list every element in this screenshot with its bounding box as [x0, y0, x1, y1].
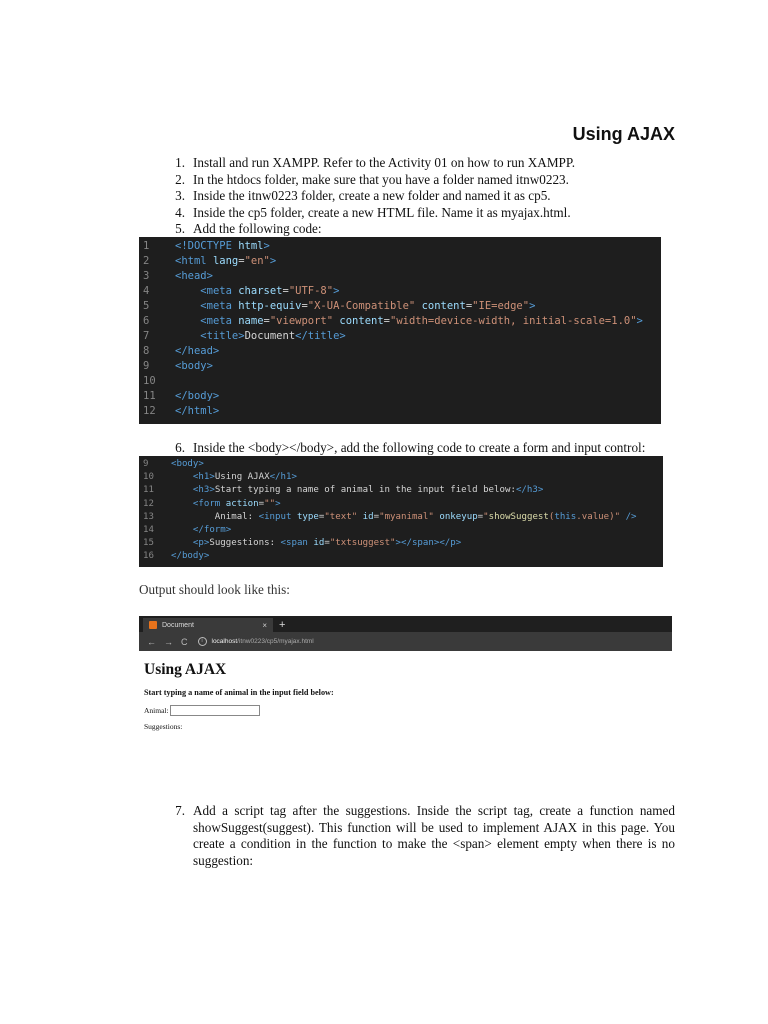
- step-number: 1.: [175, 155, 185, 170]
- step-text: In the htdocs folder, make sure that you have a folder named itnw0223.: [193, 171, 569, 187]
- suggestions-label: Suggestions:: [144, 722, 183, 731]
- code-token: >: [333, 285, 340, 297]
- code-token: .value)": [576, 511, 621, 522]
- code-token: Start typing a name of animal in the input field below:: [214, 485, 516, 496]
- code-token: html: [238, 240, 264, 252]
- animal-label: Animal:: [144, 706, 169, 715]
- code-text: [175, 344, 219, 359]
- code-line: [139, 498, 663, 511]
- line-number: 15: [143, 538, 154, 549]
- step-7: [139, 803, 675, 869]
- code-token: "txtsuggest": [329, 538, 396, 549]
- back-icon[interactable]: ←: [147, 636, 156, 647]
- code-token: ": [483, 511, 489, 522]
- code-line: [139, 314, 661, 329]
- code-token: [175, 300, 200, 312]
- code-token: name: [238, 315, 264, 327]
- code-token: <meta: [200, 300, 239, 312]
- code-token: >: [636, 315, 643, 327]
- code-token: <p>: [192, 538, 210, 549]
- code-token: <!DOCTYPE: [175, 240, 239, 252]
- code-line: [139, 389, 661, 404]
- code-text: [171, 511, 637, 524]
- page-title: Using AJAX: [572, 124, 675, 144]
- url-host: localhost: [211, 638, 238, 645]
- code-line: [139, 458, 663, 471]
- code-line: [139, 329, 661, 344]
- code-line: [139, 254, 661, 269]
- line-number: 16: [143, 551, 154, 562]
- step-6: [139, 440, 675, 457]
- code-line: [139, 537, 663, 550]
- list-item: [139, 440, 675, 457]
- code-token: this: [554, 511, 577, 522]
- step-text: Add a script tag after the suggestions. Inside the script tag, create a function named showSuggest(suggest). This function will be used to implement AJAX in this page. You create a condition in the function to make the <span> element empty when there is no suggestion:: [193, 803, 675, 868]
- code-token: =: [373, 511, 380, 522]
- code-token: =: [238, 255, 245, 267]
- code-token: <input: [258, 511, 297, 522]
- rendered-heading: Using AJAX: [144, 661, 227, 678]
- code-text: [171, 550, 209, 563]
- code-token: charset: [238, 285, 283, 297]
- line-number: 11: [143, 390, 156, 402]
- code-token: </html>: [175, 405, 220, 417]
- code-token: =: [263, 315, 270, 327]
- step-number: 2.: [175, 171, 185, 187]
- code-token: (: [548, 511, 555, 522]
- line-number: 7: [143, 330, 150, 342]
- browser-page-content: [139, 661, 672, 731]
- code-line: [139, 404, 661, 419]
- code-token: <meta: [200, 285, 239, 297]
- code-text: [175, 284, 339, 299]
- code-text: [175, 254, 276, 269]
- code-token: </h3>: [515, 485, 544, 496]
- code-text: [175, 404, 219, 419]
- code-token: id: [313, 538, 325, 549]
- code-token: "text": [324, 511, 358, 522]
- code-token: http-equiv: [238, 300, 302, 312]
- code-token: =: [318, 511, 325, 522]
- code-token: <body>: [175, 360, 213, 372]
- code-token: =: [324, 538, 330, 549]
- code-token: content: [339, 315, 384, 327]
- step-text: Add the following code:: [193, 221, 322, 237]
- step-text: Install and run XAMPP. Refer to the Activity 01 on how to run XAMPP.: [193, 155, 576, 170]
- code-token: >: [275, 498, 281, 509]
- reload-icon[interactable]: C: [181, 636, 188, 647]
- browser-screenshot: [139, 616, 672, 750]
- code-token: content: [421, 300, 466, 312]
- code-token: lang: [212, 255, 239, 267]
- code-line: [139, 299, 661, 314]
- code-token: </h1>: [269, 472, 297, 483]
- code-line: [139, 550, 663, 563]
- code-token: [175, 285, 200, 297]
- code-token: [175, 330, 200, 342]
- code-token: =: [383, 315, 390, 327]
- animal-input[interactable]: [170, 705, 260, 716]
- code-token: Document: [244, 330, 296, 342]
- list-item: [139, 221, 675, 238]
- code-token: <h3>: [192, 485, 215, 496]
- step-text: Inside the cp5 folder, create a new HTML file. Name it as myajax.html.: [193, 204, 571, 220]
- code-line: [139, 484, 663, 497]
- line-number: 8: [143, 345, 150, 357]
- code-token: [171, 499, 193, 509]
- line-number: 13: [143, 511, 154, 522]
- step-number: 7.: [175, 803, 185, 818]
- code-token: Suggestions:: [209, 538, 281, 549]
- rendered-subheading: Start typing a name of animal in the input field below:: [144, 688, 334, 697]
- new-tab-icon[interactable]: +: [279, 619, 286, 631]
- code-token: "width=device-width, initial-scale=1.0": [390, 315, 637, 327]
- line-number: 4: [143, 285, 150, 297]
- address-bar: [139, 632, 672, 651]
- url-path: /itnw0223/cp5/myajax.html: [237, 638, 314, 645]
- code-text: [175, 299, 535, 314]
- code-text: [175, 314, 643, 329]
- code-line: [139, 524, 663, 537]
- code-token: />: [625, 511, 637, 522]
- line-number: 12: [143, 405, 156, 417]
- code-text: [171, 524, 231, 537]
- code-text: [171, 471, 297, 484]
- line-number: 14: [143, 524, 154, 535]
- code-token: <head>: [175, 270, 213, 282]
- code-token: type: [296, 511, 319, 522]
- step-text: Inside the <body></body>, add the following code to create a form and input control:: [193, 440, 646, 455]
- line-number: 10: [143, 375, 156, 387]
- list-item: [139, 172, 675, 189]
- code-token: =: [465, 300, 473, 312]
- code-text: [175, 329, 346, 344]
- code-token: <meta: [200, 315, 239, 327]
- step-number: 4.: [175, 204, 185, 220]
- code-block-body-form: [139, 456, 663, 567]
- code-token: >: [269, 255, 277, 267]
- code-token: </body>: [175, 390, 220, 402]
- code-token: [171, 525, 193, 535]
- code-token: >: [529, 300, 536, 312]
- step-number: 3.: [175, 188, 185, 204]
- code-token: "": [264, 498, 276, 509]
- code-token: id: [362, 511, 374, 522]
- code-line: [139, 344, 661, 359]
- step-number: 5.: [175, 221, 185, 237]
- line-number: 1: [143, 240, 150, 252]
- code-token: "X-UA-Compatible": [307, 300, 416, 312]
- code-token: [175, 315, 200, 327]
- animal-form-row: [144, 705, 667, 716]
- step-number: 6.: [175, 440, 185, 455]
- code-token: =: [301, 300, 308, 312]
- code-line: [139, 359, 661, 374]
- browser-tab[interactable]: [143, 618, 273, 632]
- list-item: [139, 155, 675, 172]
- code-token: ></span></p>: [395, 538, 462, 549]
- tab-title: Document: [162, 621, 194, 629]
- code-token: <span: [280, 538, 314, 549]
- code-token: onkeyup: [439, 511, 478, 522]
- code-token: [171, 472, 193, 482]
- close-icon[interactable]: ×: [262, 620, 267, 630]
- forward-icon[interactable]: →: [164, 636, 173, 647]
- code-text: [175, 389, 219, 404]
- code-token: <h1>: [192, 472, 215, 483]
- code-line: [139, 239, 661, 254]
- code-text: [171, 498, 281, 511]
- line-number: 2: [143, 255, 150, 267]
- code-line: [139, 511, 663, 524]
- line-number: 12: [143, 498, 154, 509]
- code-token: =: [258, 498, 265, 509]
- browser-tab-bar: [139, 616, 672, 632]
- step-text: Inside the itnw0223 folder, create a new folder and named it as cp5.: [193, 188, 551, 204]
- url-field[interactable]: [212, 638, 314, 645]
- code-token: "viewport": [269, 315, 334, 327]
- code-token: <html: [175, 255, 213, 267]
- code-line: [139, 471, 663, 484]
- code-token: [171, 538, 193, 548]
- code-token: showSuggest: [488, 511, 549, 522]
- code-line: [139, 269, 661, 284]
- code-line: [139, 284, 661, 299]
- code-token: >: [263, 240, 270, 252]
- code-token: <form: [192, 498, 226, 509]
- code-token: "myanimal": [379, 511, 434, 522]
- code-text: [175, 359, 213, 374]
- output-label: Output should look like this:: [139, 582, 290, 597]
- line-number: 10: [143, 472, 154, 483]
- code-text: [175, 239, 270, 254]
- code-token: <body>: [171, 459, 204, 469]
- line-number: 11: [143, 485, 154, 496]
- code-text: [171, 484, 543, 497]
- favicon-icon: [149, 621, 157, 629]
- code-text: [175, 269, 213, 284]
- code-token: Animal:: [171, 511, 259, 522]
- info-icon: i: [198, 637, 207, 646]
- list-item: [139, 205, 675, 222]
- code-token: </body>: [171, 551, 210, 562]
- code-token: Using AJAX: [214, 472, 270, 483]
- code-token: "en": [244, 255, 270, 267]
- code-text: [171, 537, 461, 550]
- code-token: =: [282, 285, 289, 297]
- code-block-html-skeleton: [139, 237, 661, 424]
- code-token: action: [225, 498, 259, 509]
- code-token: </head>: [175, 345, 220, 357]
- line-number: 6: [143, 315, 150, 327]
- code-token: </form>: [192, 524, 232, 535]
- code-token: "UTF-8": [288, 285, 334, 297]
- code-text: [171, 458, 204, 471]
- line-number: 3: [143, 270, 150, 282]
- line-number: 9: [143, 459, 149, 469]
- line-number: 5: [143, 300, 150, 312]
- code-token: <title>: [200, 330, 245, 342]
- code-token: =: [477, 511, 484, 522]
- code-token: </title>: [295, 330, 346, 342]
- code-line: [139, 374, 661, 389]
- line-number: 9: [143, 360, 150, 372]
- code-token: [171, 485, 193, 495]
- list-item: [139, 188, 675, 205]
- steps-list: [139, 155, 675, 238]
- code-token: "IE=edge": [472, 300, 530, 312]
